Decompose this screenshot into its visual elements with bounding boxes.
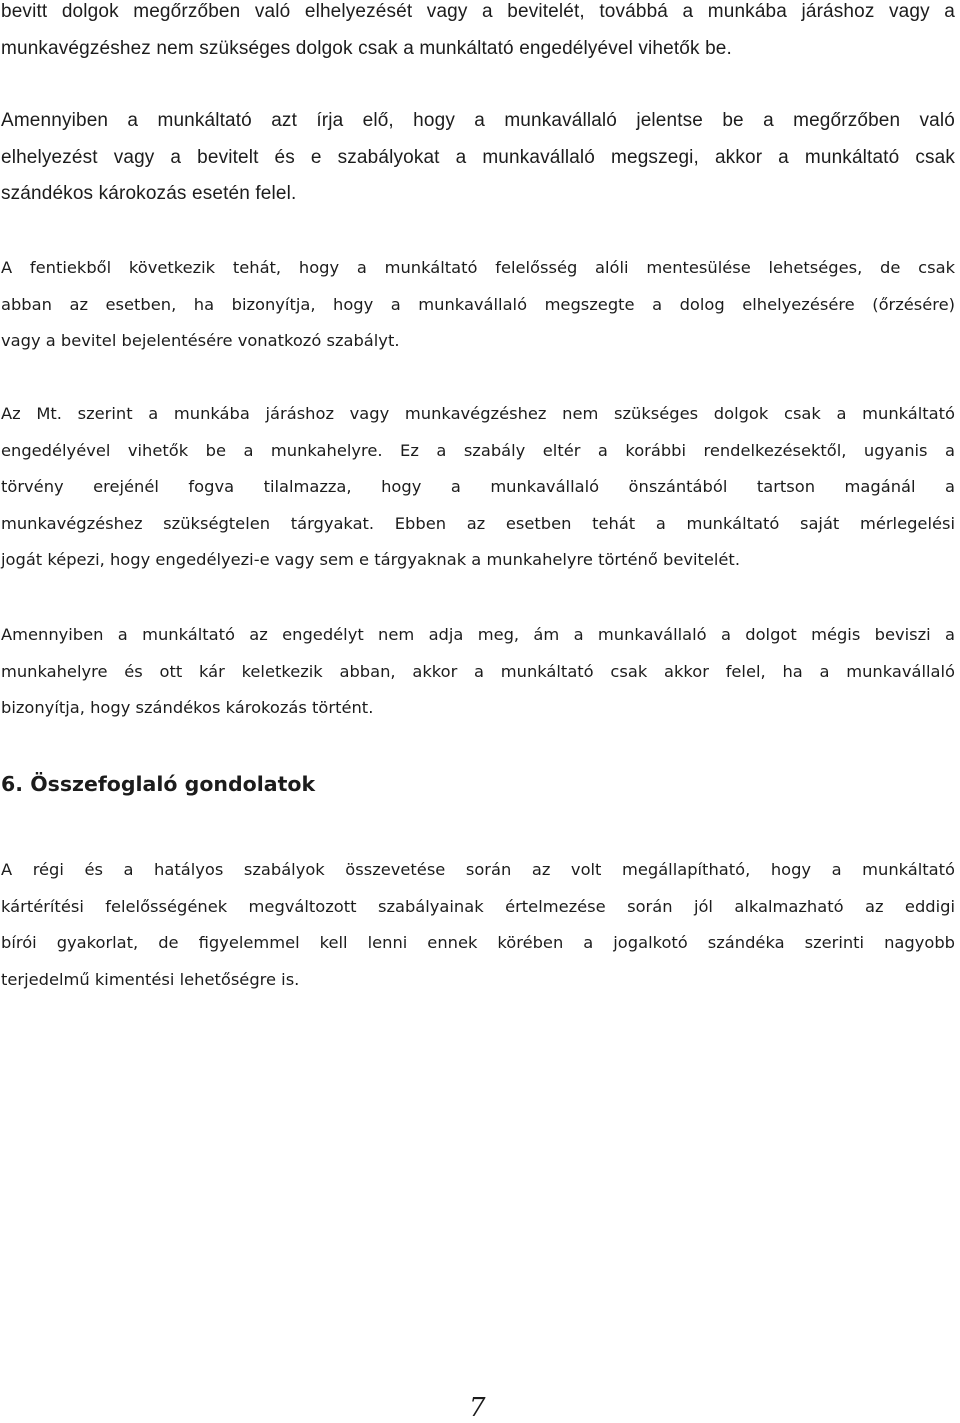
paragraph-5 xyxy=(1,617,955,727)
text-line: munkavégzéshez szükségtelen tárgyakat. Ebben az esetben tehát a munkáltató saját mérlegelési xyxy=(1,513,955,533)
text-line: Az Mt. szerint a munkába járáshoz vagy munkavégzéshez nem szükséges dolgok csak a munkáltató xyxy=(1,404,955,423)
text-line: elhelyezést vagy a bevitelt és e szabályokat a munkavállaló megszegi, akkor a munkáltató csak xyxy=(1,146,955,168)
text-line: abban az esetben, ha bizonyítja, hogy a munkavállaló megszegte a dolog elhelyezésére (őrzésére) xyxy=(1,294,955,314)
text-line: bevitt dolgok megőrzőben való elhelyezését vagy a bevitelét, továbbá a munkába járáshoz vagy a xyxy=(1,1,955,22)
text-line: munkahelyre és ott kár keletkezik abban, akkor a munkáltató csak akkor felel, ha a munkavállaló xyxy=(1,661,955,681)
text-line: munkavégzéshez nem szükséges dolgok csak a munkáltató engedélyével vihetők be. xyxy=(1,37,732,59)
text-line: Amennyiben a munkáltató azt írja elő, hogy a munkavállaló jelentse be a megőrzőben való xyxy=(1,110,955,131)
paragraph-4 xyxy=(1,396,955,579)
section-heading: 6. Összefoglaló gondolatok xyxy=(1,772,316,796)
paragraph-2 xyxy=(1,103,955,213)
text-line: kártérítési felelősségének megváltozott szabályainak értelmezése során jól alkalmazható az eddigi xyxy=(1,896,955,916)
text-line: bírói gyakorlat, de figyelemmel kell lenni ennek körében a jogalkotó szándéka szerinti nagyobb xyxy=(1,933,955,952)
page-number: 7 xyxy=(469,1393,486,1423)
text-line: A régi és a hatályos szabályok összevetése során az volt megállapítható, hogy a munkáltató xyxy=(1,860,955,879)
text-line: Amennyiben a munkáltató az engedélyt nem adja meg, ám a munkavállaló a dolgot mégis beviszi a xyxy=(1,625,955,644)
text-line: engedélyével vihetők be a munkahelyre. Ez a szabály eltér a korábbi rendelkezésektől, ugyanis a xyxy=(1,440,955,460)
text-line: vagy a bevitel bejelentésére vonatkozó szabályt. xyxy=(1,331,400,350)
text-line: szándékos károkozás esetén felel. xyxy=(1,183,297,204)
text-line: jogát képezi, hogy engedélyezi-e vagy sem e tárgyaknak a munkahelyre történő bevitelét. xyxy=(1,550,740,569)
text-line: törvény erejénél fogva tilalmazza, hogy a munkavállaló önszántából tartson magánál a xyxy=(1,477,955,496)
paragraph-1 xyxy=(1,0,955,67)
text-line: bizonyítja, hogy szándékos károkozás történt. xyxy=(1,698,374,717)
text-line: A fentiekből következik tehát, hogy a munkáltató felelősség alóli mentesülése lehetséges, de csak xyxy=(1,258,955,277)
text-line: terjedelmű kimentési lehetőségre is. xyxy=(1,969,300,989)
paragraph-3 xyxy=(1,250,955,360)
paragraph-6 xyxy=(1,852,955,998)
